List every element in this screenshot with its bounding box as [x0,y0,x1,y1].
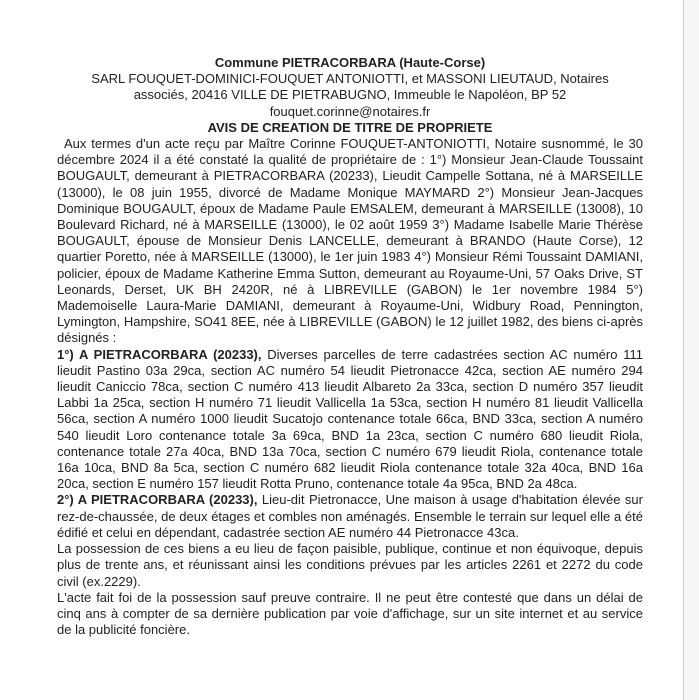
header-email: fouquet.corinne@notaires.fr [269,103,431,119]
paragraph-text: Aux termes d'un acte reçu par Maître Corinne FOUQUET-ANTONIOTTI, Notaire susnommé, le 30 décembre 2024 il a été constaté la qualité de propriétaire de : 1°) Monsieur Jean-Claude Toussaint BOUGAULT, demeurant à PIETRACORBARA (20233), Lieudit Campelle Sottana, né à MARSEILLE (13000), le 08 juin 1955, divorcé de Madame Monique MAYMARD 2°) Monsieur Jean-Jacques Dominique BOUGAULT, époux de Madame Paule EMSALEM, demeurant à MARSEILLE (13008), 10 Boulevard Richard, né à MARSEILLE (13000), le 02 août 1959 3°) Madame Isabelle Marie Thérèse BOUGAULT, épouse de Monsieur Denis LANCELLE, demeurant à BRANDO (Haute Corse), 12 quartier Poretto, née à MARSEILLE (13000), le 1er juin 1983 4°) Monsieur Rémi Toussaint DAMIANI, policier, époux de Madame Katherine Emma Sutton, demeurant au Royaume-Uni, 57 Oaks Drive, ST Leonards, Derset, UK BH 2420R, né à LIBREVILLE (GABON) le 1er novembre 1984 5°) Mademoiselle Laura-Marie DAMIANI, demeurant à Royaume-Uni, Widbury Road, Pennington, Lymington, Hampshire, SO41 8EE, née à LIBREVILLE (GABON) le 12 juillet 1982, des biens ci-après désignés : [57,136,643,346]
paragraph-possession [57,541,643,590]
paragraph-text: Lieu-dit Pietronacce, Une maison à usage d'habitation élevée sur rez-de-chaussée, de deux étages et combles non aménagés. Ensemble le terrain sur lequel elle a été édifié et celui en dépendant, cadastrée section AE numéro 44 Pietronacce 43ca. [57,492,643,540]
paragraph-text: La possession de ces biens a eu lieu de façon paisible, publique, continue et non équivoque, depuis plus de trente ans, et réunissant ainsi les conditions prévues par les articles 2261 et 2272 du code civil (ex.2229). [57,541,643,589]
header-notaires-line: SARL FOUQUET-DOMINICI-FOUQUET ANTONIOTTI, et MASSONI LIEUTAUD, Notaires [91,71,609,87]
paragraph-text: L'acte fait foi de la possession sauf preuve contraire. Il ne peut être contesté que dans un délai de cinq ans à compter de sa dernière publication par voie d'affichage, sur un site internet et au service de la publicité foncière. [57,589,643,638]
header-notice-title: AVIS DE CREATION DE TITRE DE PROPRIETE [207,119,493,135]
paragraph-lot-2 [57,492,643,541]
paragraph-lead-bold: 1°) A PIETRACORBARA (20233), [57,346,262,362]
paragraph-lot-1 [57,347,643,493]
header-commune-line: Commune PIETRACORBARA (Haute-Corse) [214,55,486,70]
paragraph-contestation [57,590,643,639]
paragraph-intro [57,136,643,347]
paragraph-text: Diverses parcelles de terre cadastrées section AC numéro 111 lieudit Pastino 03a 29ca, section AC numéro 54 lieudit Pietronacce 42ca, section AE numéro 294 lieudit Caniccio 78ca, section C numéro 413 lieudit Albareto 2a 33ca, section D numéro 357 lieudit Labbi 1a 25ca, section H numéro 71 lieudit Vallicella 1a 53ca, section H numéro 81 lieudit Vallicella 56ca, section A numéro 1000 lieudit Sucatojo contenance totale 66ca, BND 33ca, section A numéro 540 lieudit Loro contenance totale 3a 69ca, BND 1a 23ca, section C numéro 680 lieudit Riola, contenance totale 27a 40ca, BND 13a 70ca, section C numéro 679 lieudit Riola, contenance totale 16a 10ca, BND 8a 5ca, section C numéro 682 lieudit Riola contenance totale 32a 40ca, BND 16a 20ca, section E numéro 157 lieudit Rotta Pruno, contenance totale 4a 95ca, BND 2a 48ca. [57,346,643,492]
header-address-line: associés, 20416 VILLE DE PIETRABUGNO, Immeuble le Napoléon, BP 52 [133,87,567,103]
paragraph-lead-bold: 2°) A PIETRACORBARA (20233), [57,492,258,508]
